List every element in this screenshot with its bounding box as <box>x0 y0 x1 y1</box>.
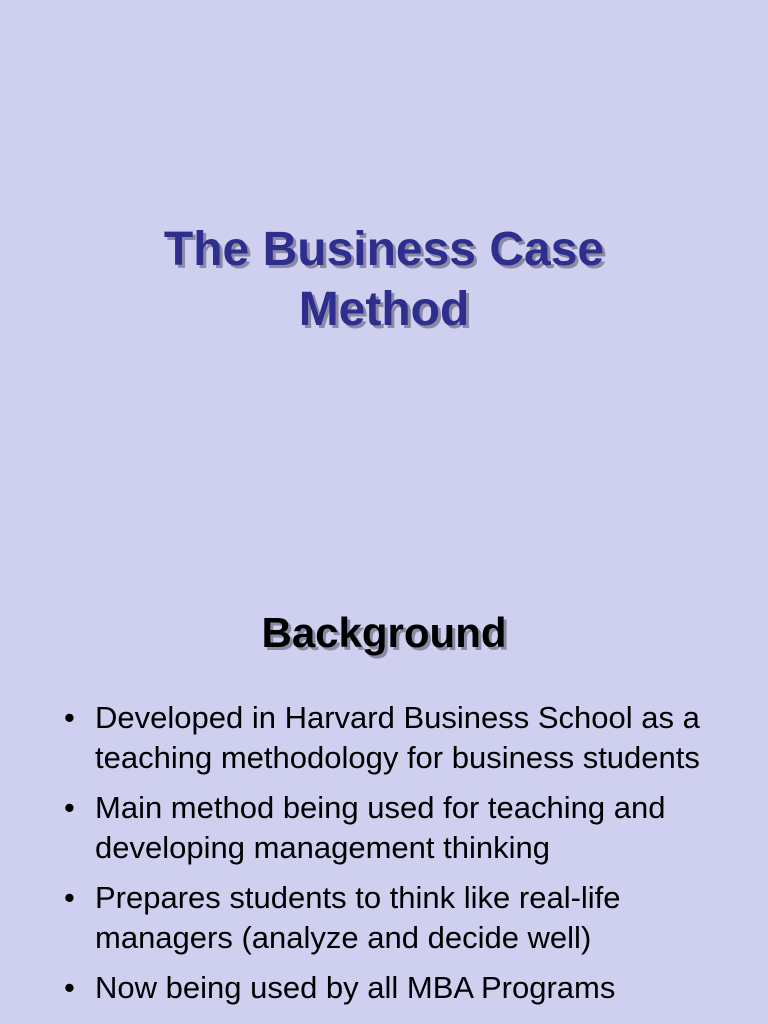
bullet-dot-icon: • <box>64 700 75 735</box>
bullet-item <box>0 968 768 1008</box>
background-heading: Background <box>261 609 507 656</box>
bullet-dot-icon: • <box>64 970 75 1005</box>
bullet-text: Prepares students to think like real-life managers (analyze and decide well) <box>95 880 621 955</box>
background-slide <box>0 560 768 1024</box>
bullet-item <box>0 788 768 868</box>
slide-title <box>0 220 768 340</box>
bullet-item <box>0 878 768 958</box>
bullet-dot-icon: • <box>64 790 75 825</box>
slide-title-line-2: Method <box>298 283 470 336</box>
bullet-list <box>0 698 768 1018</box>
slide-title-line-1: The Business Case <box>163 223 605 276</box>
bullet-text: Now being used by all MBA Programs <box>95 970 616 1005</box>
bullet-text: Main method being used for teaching and developing management thinking <box>95 790 666 865</box>
bullet-text: Developed in Harvard Business School as a teaching methodology for business students <box>95 700 700 775</box>
bullet-dot-icon: • <box>64 880 75 915</box>
bullet-item <box>0 698 768 778</box>
